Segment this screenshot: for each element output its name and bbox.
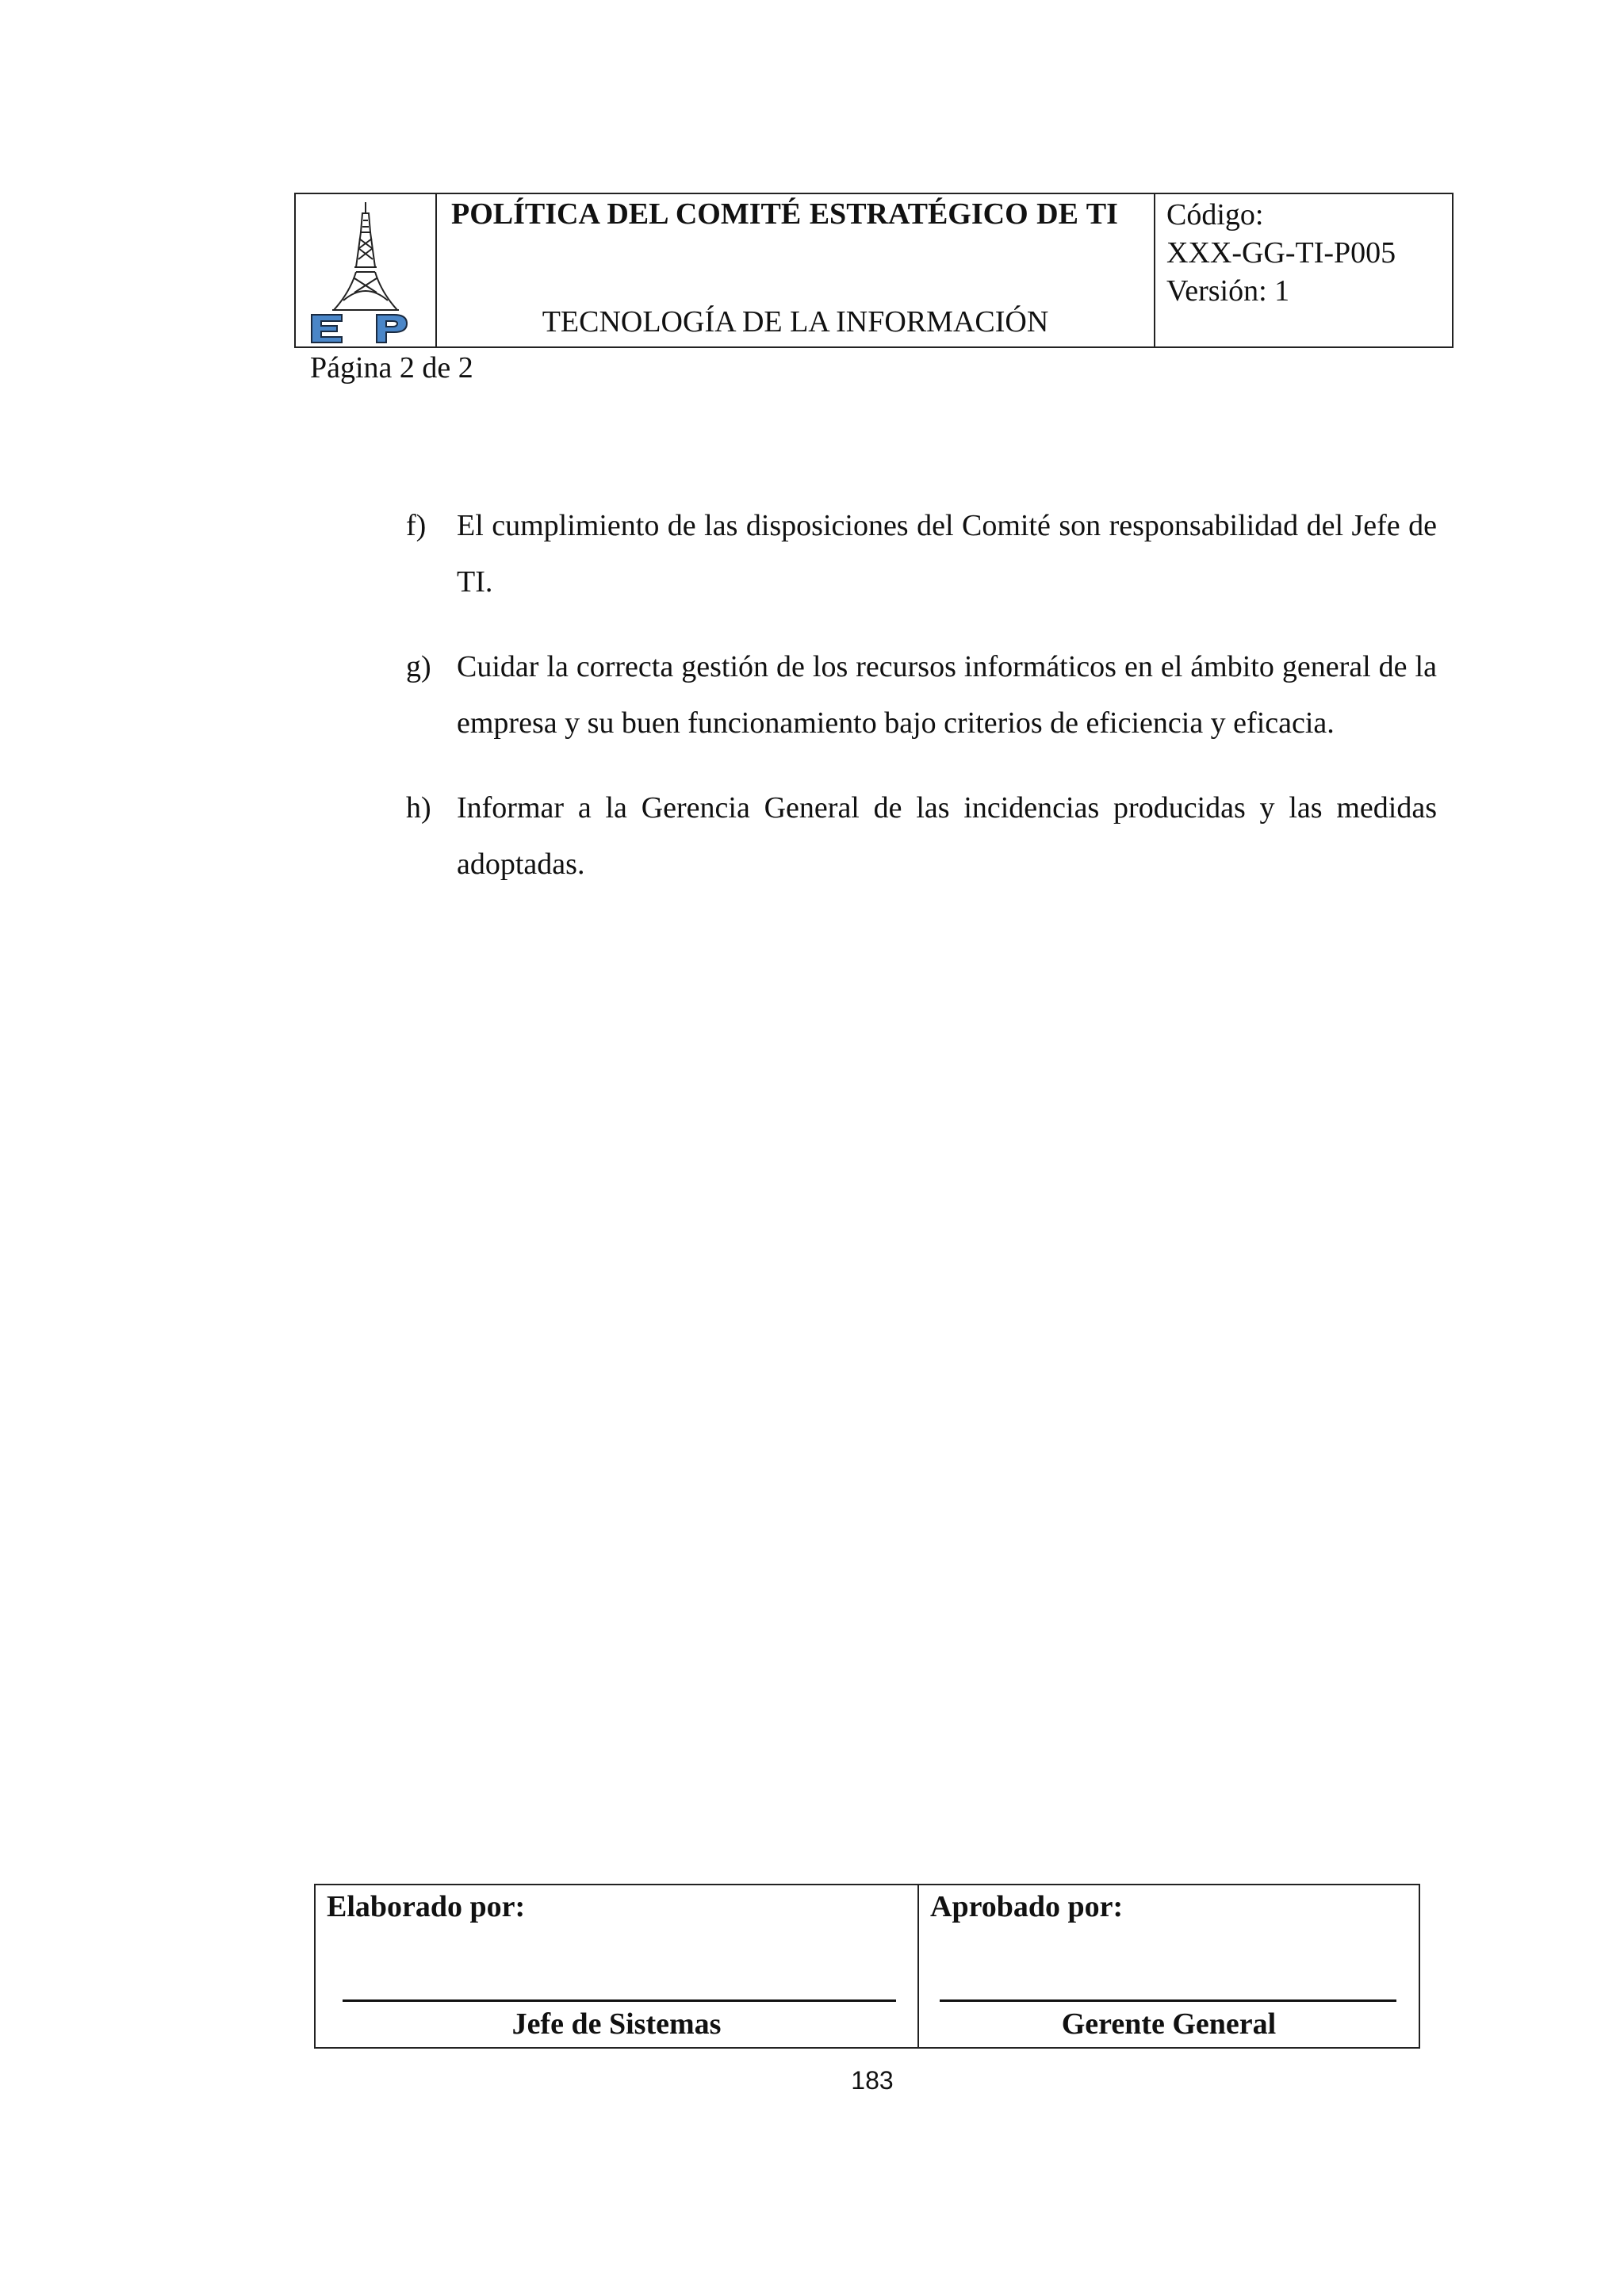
- list-item-text: El cumplimiento de las disposiciones del Comité son responsabilidad del Jefe de TI.: [457, 509, 1437, 599]
- code-value: XXX-GG-TI-P005: [1166, 236, 1396, 270]
- approved-by-cell: [919, 1885, 1419, 2047]
- list-item-text: Informar a la Gerencia General de las incidencias producidas y las medidas adoptadas.: [457, 791, 1437, 881]
- signature-line: [940, 1999, 1396, 2002]
- company-logo: [296, 194, 437, 346]
- list-item-marker: h): [406, 791, 431, 825]
- code-label: Código:: [1166, 198, 1264, 232]
- page-number: 183: [851, 2066, 894, 2095]
- eiffel-tower-logo-icon: [310, 199, 421, 345]
- document-header-table: [294, 193, 1454, 348]
- signature-line: [343, 1999, 896, 2002]
- prepared-by-label: Elaborado por:: [327, 1890, 526, 1923]
- list-item: [404, 498, 1437, 610]
- header-title-cell: [437, 194, 1155, 346]
- list-item: [404, 639, 1437, 752]
- document-subtitle: TECNOLOGÍA DE LA INFORMACIÓN: [542, 305, 1049, 339]
- approved-by-role: Gerente General: [1061, 2007, 1277, 2041]
- version-label: Versión: 1: [1166, 274, 1290, 308]
- list-item-text: Cuidar la correcta gestión de los recursos informáticos en el ámbito general de la empresa y su buen funcionamiento bajo criterios de eficiencia y eficacia.: [457, 650, 1437, 740]
- policy-items-list: [404, 498, 1437, 921]
- document-title: POLÍTICA DEL COMITÉ ESTRATÉGICO DE TI: [451, 197, 1118, 231]
- signature-table: [314, 1884, 1420, 2049]
- approved-by-label: Aprobado por:: [930, 1890, 1124, 1923]
- prepared-by-role: Jefe de Sistemas: [511, 2007, 722, 2041]
- list-item-marker: g): [406, 650, 431, 683]
- prepared-by-cell: [316, 1885, 919, 2047]
- list-item: [404, 780, 1437, 893]
- list-item-marker: f): [406, 509, 427, 542]
- header-code-cell: [1155, 194, 1452, 346]
- page-indicator: Página 2 de 2: [310, 351, 473, 385]
